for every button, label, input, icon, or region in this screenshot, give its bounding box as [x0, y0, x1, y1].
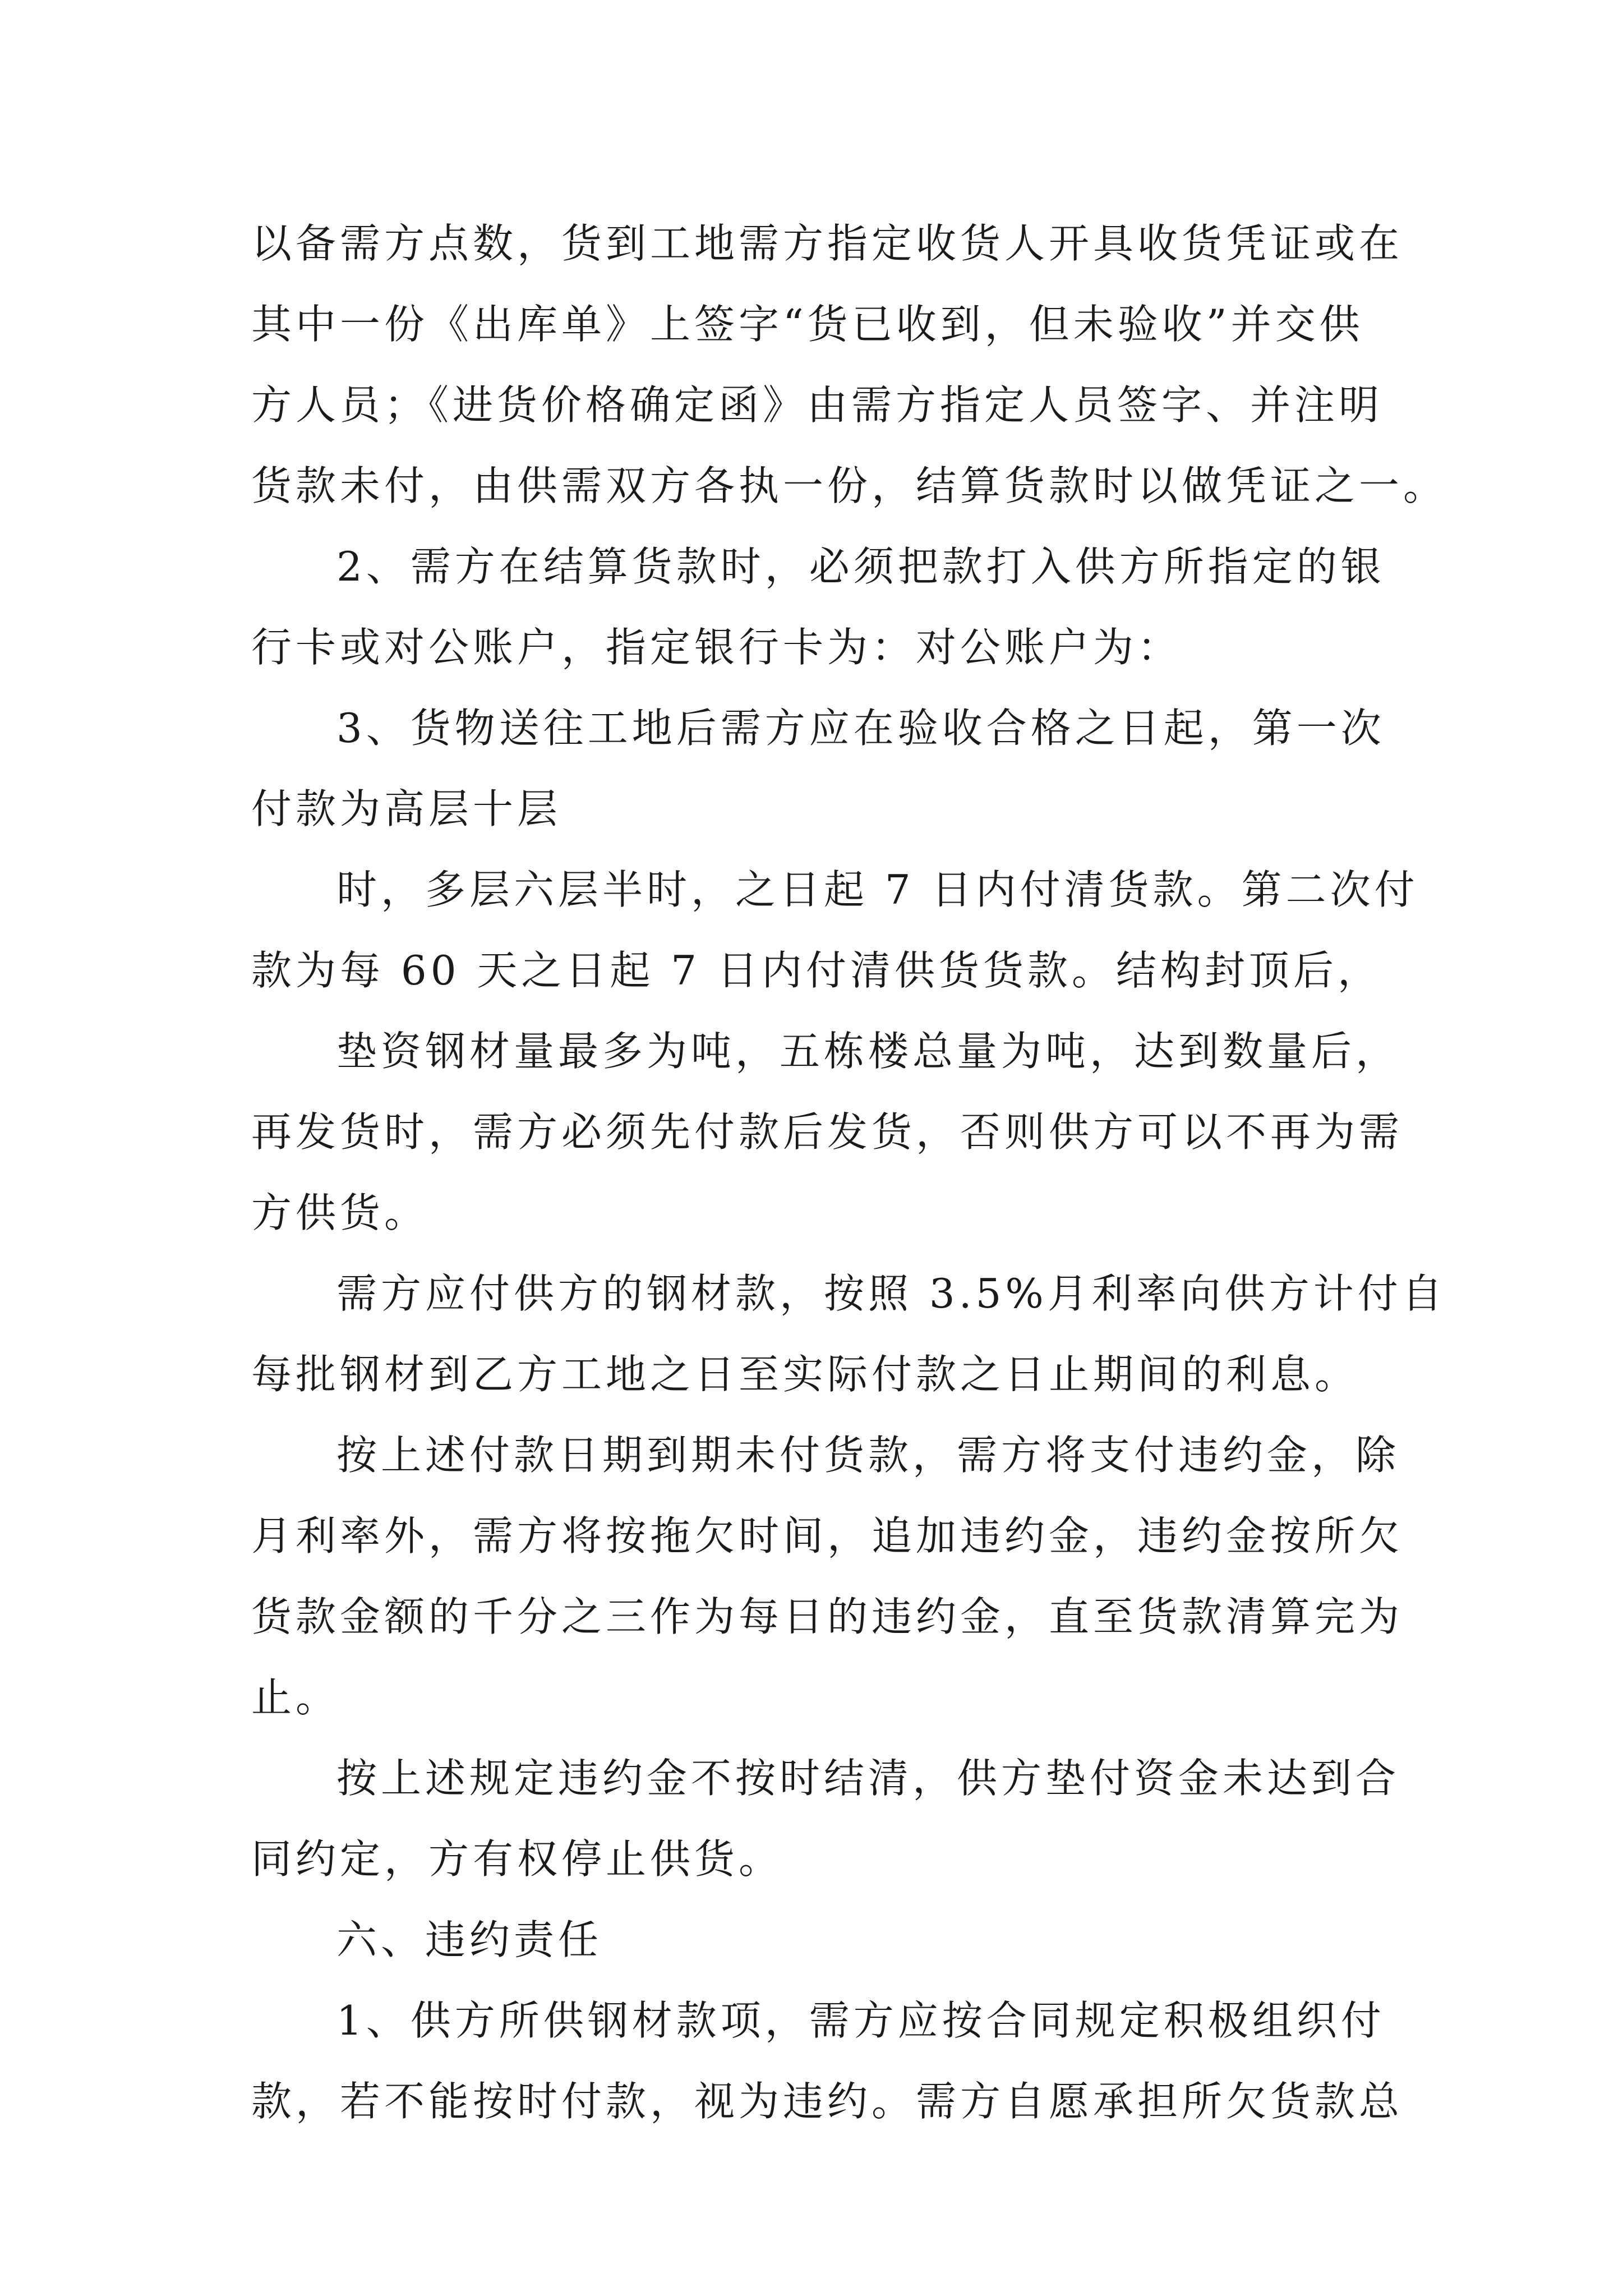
text-line: 货款金额的千分之三作为每日的违约金，直至货款清算完为 — [251, 1593, 1404, 1640]
text-line: 每批钢材到乙方工地之日至实际付款之日止期间的利息。 — [251, 1351, 1359, 1398]
text-line: 付款为高层十层 — [251, 785, 562, 832]
text-line: 按上述付款日期到期未付货款，需方将支付违约金，除 — [336, 1432, 1400, 1479]
text-line: 行卡或对公账户，指定银行卡为：对公账户为： — [251, 624, 1182, 671]
text-line: 再发货时，需方必须先付款后发货，否则供方可以不再为需 — [251, 1108, 1404, 1156]
text-line: 止。 — [251, 1674, 340, 1721]
text-line: 货款未付，由供需双方各执一份，结算货款时以做凭证之一。 — [251, 462, 1448, 509]
text-line: 方人员；《进货价格确定函》由需方指定人员签字、并注明 — [251, 381, 1384, 429]
text-line: 以备需方点数，货到工地需方指定收货人开具收货凭证或在 — [251, 220, 1404, 267]
text-line: 方供货。 — [251, 1189, 429, 1236]
document-body — [251, 203, 1448, 2142]
text-line: 3、货物送往工地后需方应在验收合格之日起，第一次 — [336, 705, 1385, 752]
section-heading: 六、违约责任 — [336, 1916, 603, 1963]
text-line: 款，若不能按时付款，视为违约。需方自愿承担所欠货款总 — [251, 2078, 1404, 2125]
text-line: 时，多层六层半时，之日起 7 日内付清货款。第二次付 — [336, 866, 1419, 913]
text-line: 按上述规定违约金不按时结清，供方垫付资金未达到合 — [336, 1755, 1400, 1802]
text-line: 2、需方在结算货款时，必须把款打入供方所指定的银 — [336, 543, 1385, 590]
text-line: 同约定，方有权停止供货。 — [251, 1835, 783, 1883]
text-line: 垫资钢材量最多为吨，五栋楼总量为吨，达到数量后， — [336, 1028, 1400, 1075]
text-line: 其中一份《出库单》上签字“货已收到，但未验收”并交供 — [251, 301, 1364, 348]
text-line: 款为每 60 天之日起 7 日内付清供货货款。结构封顶后， — [251, 947, 1382, 994]
text-line: 需方应付供方的钢材款，按照 3.5%月利率向供方计付自 — [336, 1270, 1446, 1317]
text-line: 月利率外，需方将按拖欠时间，追加违约金，违约金按所欠 — [251, 1512, 1404, 1559]
text-line: 1、供方所供钢材款项，需方应按合同规定积极组织付 — [336, 1997, 1385, 2044]
